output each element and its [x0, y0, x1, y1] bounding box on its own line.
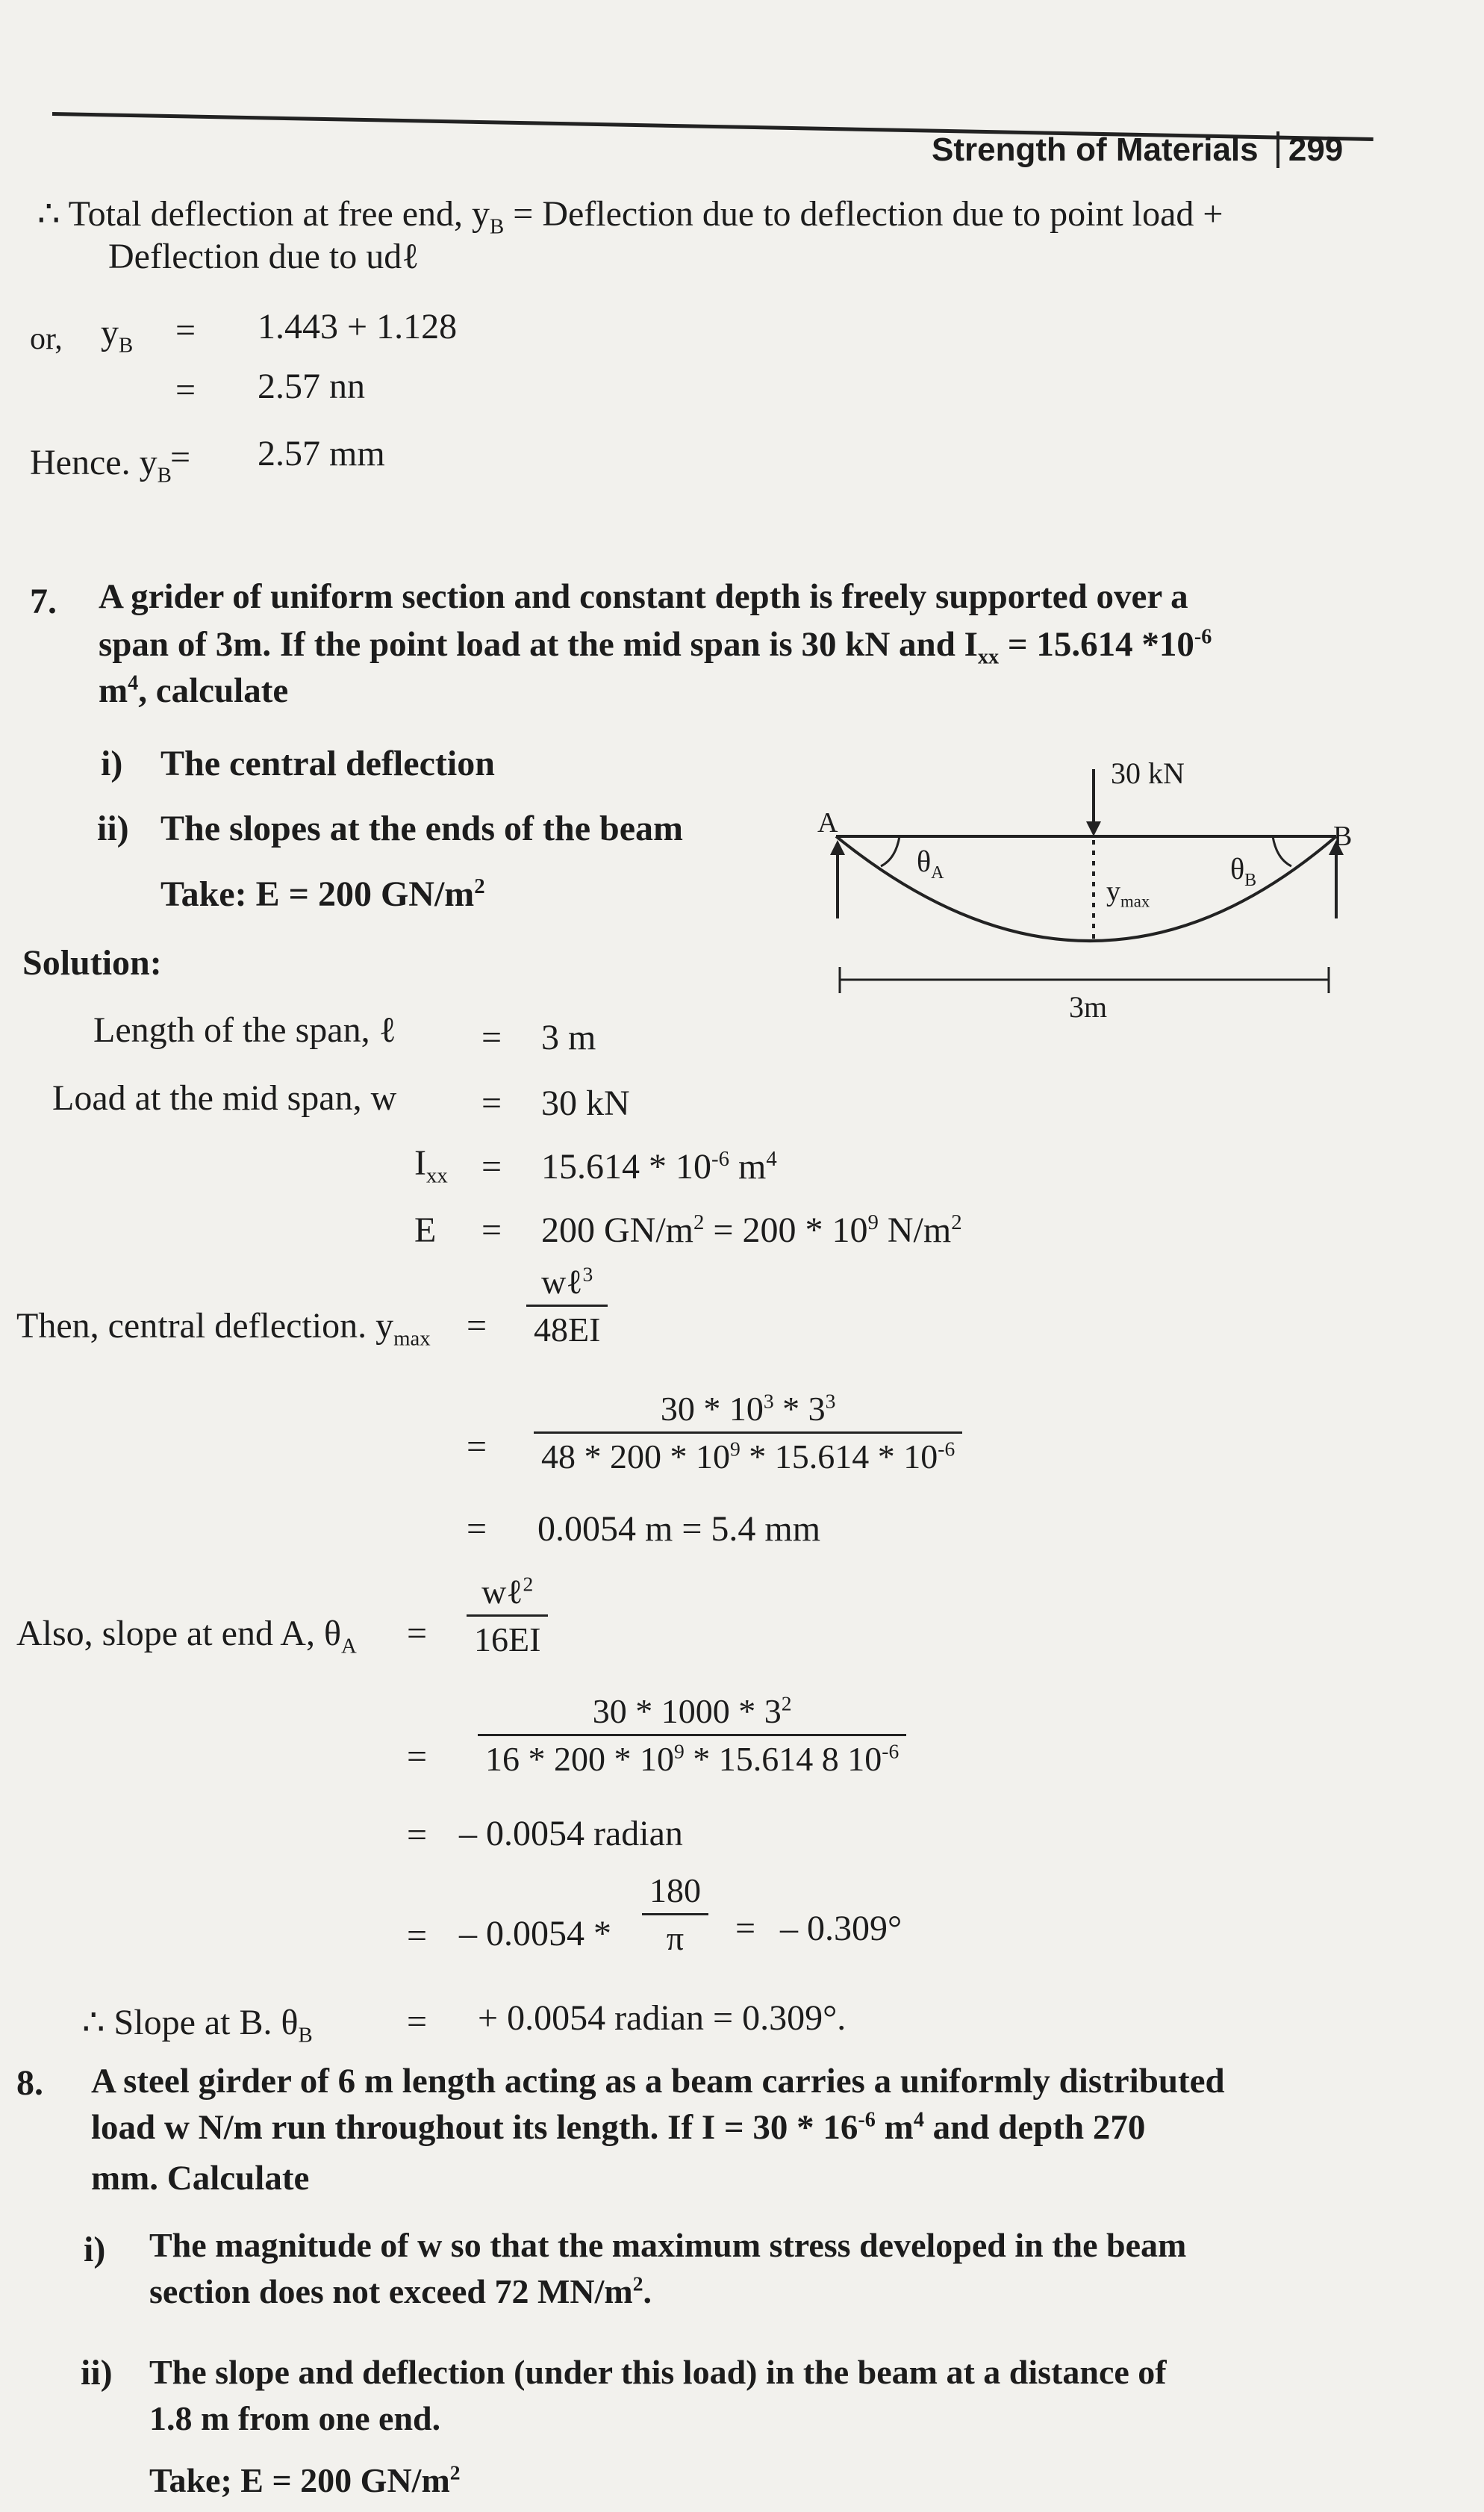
slope-a-eq-3: = — [407, 1815, 428, 1855]
theta-a-arc — [881, 836, 900, 866]
fraction-slope-numeric: $30 * 1000 * 3^2$ $16 * 200 * 10^9 * 15.614$ 8 $10^{-6}$ — [478, 1691, 906, 1779]
slope-a-eq-4: = — [407, 1916, 428, 1956]
diagram-span: 3m — [1069, 990, 1108, 1024]
central-eq-3: = — [467, 1509, 487, 1549]
slope-a-eq-2: = — [407, 1737, 428, 1776]
header-divider — [1276, 131, 1279, 168]
prev-eq-sign-1: = — [175, 311, 196, 350]
q8-line2: load w N/m run throughout its length. If $I = 30 * 16^{-6}$ $m^4$ and depth 270 — [91, 2108, 1146, 2147]
q7-line2: span of 3m. If the point load at the mid span is 30 kN and $I_{xx} = 15.614$ $*10^{-6}$ — [99, 625, 1212, 669]
e-eq: = — [481, 1210, 502, 1250]
q7-item-i-label: i) — [101, 744, 123, 783]
q8-line1: A steel girder of 6 m length acting as a beam carries a uniformly distributed — [91, 2062, 1225, 2101]
q8-item-ii-line1: The slope and deflection (under this load) in the beam at a distance of — [149, 2353, 1167, 2391]
e-value: 200 $GN/m^2 = 200 * 10^9$ $N/m^2$ — [541, 1210, 962, 1250]
q8-take: Take; E = 200 $GN/m^2$ — [149, 2460, 461, 2499]
beam-diagram — [821, 747, 1388, 1030]
prev-eq1: 1.443 + 1.128 — [258, 307, 458, 346]
fraction-180-pi: 180 π — [642, 1871, 708, 1958]
diagram-theta-a: $\theta_A$ — [917, 845, 944, 883]
prev-total-deflection-line2: Deflection due to udℓ — [108, 237, 420, 276]
slope-b-eq: = — [407, 2002, 428, 2042]
load-value: 30 kN — [541, 1084, 630, 1123]
slope-conversion-b: – 0.309° — [780, 1909, 902, 1948]
slope-b-value: + 0.0054 radian = 0.309°. — [478, 1998, 847, 2038]
diagram-label-b: B — [1333, 821, 1353, 852]
central-eq: = — [467, 1306, 487, 1346]
e-label: E — [414, 1210, 437, 1250]
q8-item-i-label: i) — [84, 2230, 106, 2269]
q7-item-i: The central deflection — [160, 744, 495, 783]
q7-item-ii: The slopes at the ends of the beam — [160, 809, 684, 848]
q7-item-ii-label: ii) — [97, 809, 129, 848]
q7-line3: $m^4$, calculate — [99, 671, 289, 710]
ixx-label: $I_{xx}$ — [414, 1143, 448, 1188]
slope-result: – 0.0054 radian — [459, 1814, 683, 1853]
prev-eq2: 2.57 nn — [258, 367, 365, 406]
prev-eq3: 2.57 mm — [258, 434, 385, 473]
deflected-shape — [836, 836, 1336, 941]
slope-conversion-a: – 0.0054 * — [459, 1914, 611, 1953]
load-label: Load at the mid span, w — [52, 1078, 397, 1118]
slope-a-eq: = — [407, 1614, 428, 1653]
theta-b-arc — [1273, 836, 1291, 866]
prev-or-label: or, — [30, 322, 63, 356]
q8-line3: mm. Calculate — [91, 2159, 310, 2198]
load-arrowhead — [1086, 821, 1101, 836]
prev-eq-sign-3: = — [170, 438, 191, 477]
page-number: 299 — [1288, 131, 1344, 168]
central-result: 0.0054 m = 5.4 mm — [537, 1509, 821, 1549]
span-value: 3 m — [541, 1018, 596, 1057]
central-deflection-label: Then, central deflection. $y_{max}$ — [16, 1306, 431, 1351]
running-header — [932, 131, 1343, 169]
q8-item-i-line1: The magnitude of w so that the maximum stress developed in the beam — [149, 2226, 1187, 2264]
header-title: Strength of Materials — [932, 131, 1259, 168]
span-eq: = — [481, 1018, 502, 1057]
prev-eq-sign-2: = — [175, 370, 196, 410]
q7-take: Take: E = 200 $GN/m^2$ — [160, 874, 485, 914]
diagram-load-label: 30 kN — [1111, 756, 1185, 790]
prev-total-deflection-line1: ∴ Total deflection at free end, $y_B$ = Deflection due to deflection due to point load + — [37, 194, 1223, 239]
slope-a-label: Also, slope at end A, $\theta_A$ — [16, 1614, 357, 1658]
fraction-central-numeric: $30 * 10^3 * 3^3$ $48 * 200 * 10^9 * 15.614 * 10^{-6}$ — [534, 1389, 962, 1476]
ixx-eq: = — [481, 1147, 502, 1187]
diagram-theta-b: $\theta_B$ — [1230, 852, 1257, 890]
prev-hence-label: Hence. $y_B$ — [30, 443, 172, 488]
diagram-label-a: A — [817, 807, 838, 839]
q8-item-ii-line2: 1.8 m from one end. — [149, 2399, 441, 2437]
fraction-wl3-48ei: wℓ$^3$ 48EI — [526, 1262, 608, 1349]
load-eq: = — [481, 1084, 502, 1123]
ixx-value: $15.614 * 10^{-6}$ $m^4$ — [541, 1147, 777, 1187]
prev-yb: $y_B$ — [101, 313, 134, 358]
q8-item-i-line2: section does not exceed 72 $MN/m^2$. — [149, 2272, 652, 2310]
span-label: Length of the span, ℓ — [93, 1010, 396, 1050]
q8-item-ii-label: ii) — [81, 2353, 113, 2393]
q7-number: 7. — [30, 582, 57, 621]
q7-line1: A grider of uniform section and constant depth is freely supported over a — [99, 577, 1188, 616]
solution-title: Solution: — [22, 943, 162, 983]
diagram-ymax: $y_{max}$ — [1106, 876, 1150, 911]
fraction-wl2-16ei: wℓ$^2$ 16EI — [467, 1572, 548, 1659]
central-eq-2: = — [467, 1427, 487, 1467]
slope-conversion-eq: = — [735, 1909, 756, 1948]
q8-number: 8. — [16, 2063, 43, 2103]
slope-b-label: ∴ Slope at B. $\theta_B$ — [82, 2003, 313, 2048]
